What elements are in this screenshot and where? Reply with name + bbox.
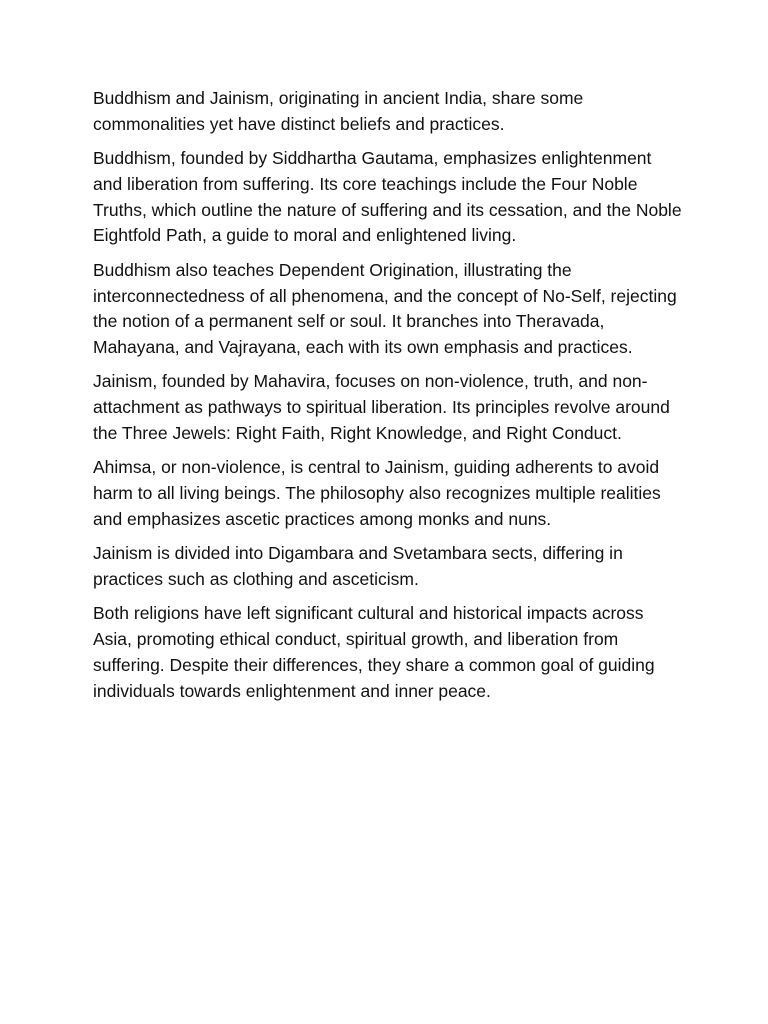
paragraph-jainism-sects: Jainism is divided into Digambara and Svetambara sects, differing in practices such as clothing and asceticism. xyxy=(93,543,623,590)
paragraph-intro: Buddhism and Jainism, originating in ancient India, share some commonalities yet have distinct beliefs and practices. xyxy=(93,88,584,134)
paragraph-ahimsa: Ahimsa, or non-violence, is central to Jainism, guiding adherents to avoid harm to all living beings. The philosophy also recognizes multiple realities and emphasizes ascetic practices among monks and nuns. xyxy=(93,457,661,529)
paragraph-buddhism-teachings: Buddhism also teaches Dependent Origination, illustrating the interconnectedness of all phenomena, and the concept of No-Self, rejecting the notion of a permanent self or soul. It branches into Theravada, Mahayana, and Vajrayana, each with its own emphasis and practices. xyxy=(93,259,677,358)
document-body xyxy=(93,86,683,713)
paragraph-jainism-founding: Jainism, founded by Mahavira, focuses on non-violence, truth, and non-attachment as pathways to spiritual liberation. Its principles revolve around the Three Jewels: Right Faith, Right Knowledge, and Right Conduct. xyxy=(93,371,670,444)
paragraph-buddhism-founding: Buddhism, founded by Siddhartha Gautama, emphasizes enlightenment and liberation from suffering. Its core teachings include the Four Noble Truths, which outline the nature of suffering and its cessation, and the Noble Eightfold Path, a guide to moral and enlightened living. xyxy=(93,148,682,246)
paragraph-conclusion: Both religions have left significant cultural and historical impacts across Asia, promoting ethical conduct, spiritual growth, and liberation from suffering. Despite their differences, they share a common goal of guiding individuals towards enlightenment and inner peace. xyxy=(93,603,655,701)
